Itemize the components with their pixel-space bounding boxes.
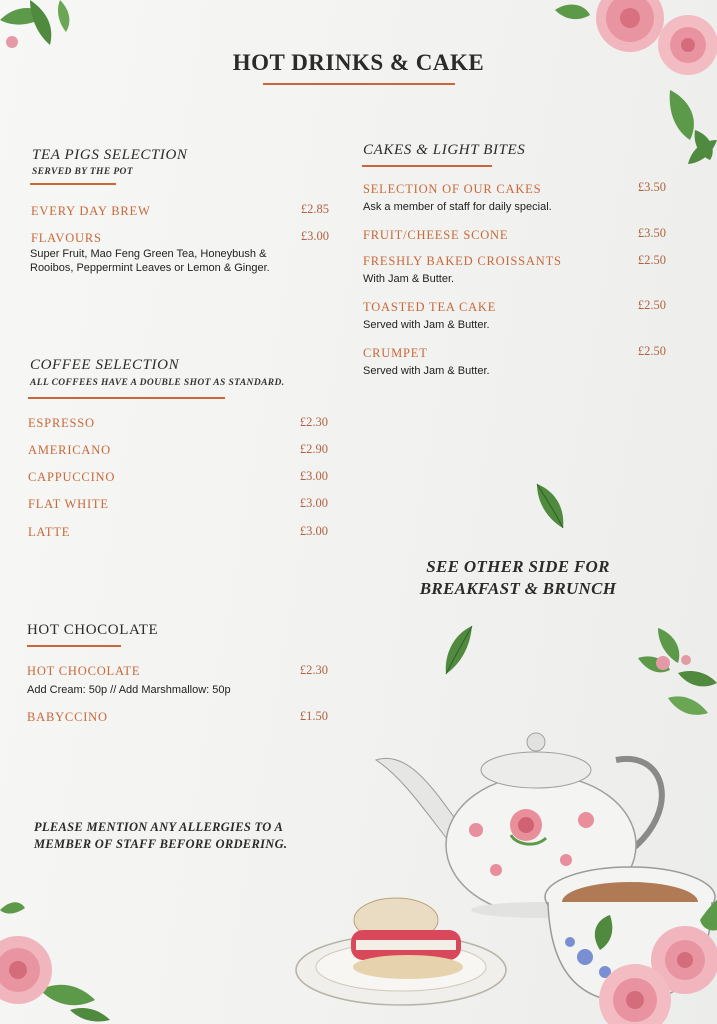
tea-item-name: FLAVOURS	[31, 231, 102, 245]
coffee-item-name: ESPRESSO	[28, 416, 95, 430]
cakes-item-name: TOASTED TEA CAKE	[363, 300, 497, 314]
coffee-item-name: FLAT WHITE	[28, 497, 109, 511]
cakes-item-price: £2.50	[637, 298, 666, 312]
cakes-item-desc: Ask a member of staff for daily special.	[363, 201, 552, 213]
tea-item-desc: Super Fruit, Mao Feng Green Tea, Honeybush &	[30, 248, 267, 260]
tea-item-price: £2.85	[300, 202, 329, 216]
other-side-notice	[380, 556, 656, 600]
cakes-item-price: £2.50	[637, 253, 666, 267]
cakes-item-name: FRUIT/CHEESE SCONE	[363, 228, 509, 242]
cakes-item-desc: Served with Jam & Butter.	[363, 365, 490, 377]
chocolate-item-price: £1.50	[299, 709, 328, 723]
scone-illustration	[296, 895, 516, 1015]
cakes-rule	[362, 165, 492, 167]
leaf-icon	[533, 482, 567, 532]
tea-heading: TEA PIGS SELECTION	[32, 147, 188, 163]
leaf-icon	[0, 0, 90, 70]
tea-item-name: EVERY DAY BREW	[31, 204, 151, 218]
title-underline	[263, 83, 455, 85]
leaf-icon	[638, 618, 717, 728]
chocolate-rule	[27, 645, 121, 647]
cakes-item-price: £3.50	[637, 180, 666, 194]
coffee-rule	[28, 397, 225, 399]
chocolate-item-name: BABYCCINO	[27, 710, 108, 724]
cakes-item-price: £3.50	[637, 226, 666, 240]
coffee-item-price: £2.30	[299, 415, 328, 429]
rose-flower-icon	[580, 900, 717, 1024]
allergy-line: MEMBER OF STAFF BEFORE ORDERING.	[34, 837, 288, 851]
rose-flower-icon	[560, 0, 717, 160]
allergy-line: PLEASE MENTION ANY ALLERGIES TO A	[34, 820, 284, 834]
allergy-notice	[34, 819, 287, 853]
cakes-item-desc: With Jam & Butter.	[363, 273, 455, 285]
tea-subheading: SERVED BY THE POT	[32, 167, 134, 177]
coffee-item-name: CAPPUCCINO	[28, 470, 116, 484]
other-side-line: SEE OTHER SIDE FOR	[426, 557, 610, 576]
coffee-item-name: LATTE	[28, 525, 71, 539]
coffee-heading: COFFEE SELECTION	[30, 357, 180, 373]
rose-flower-icon	[0, 900, 110, 1024]
coffee-item-price: £3.00	[299, 469, 328, 483]
cakes-item-price: £2.50	[637, 344, 666, 358]
tea-rule	[30, 183, 116, 185]
other-side-line: BREAKFAST & BRUNCH	[419, 579, 617, 598]
cakes-item-name: SELECTION OF OUR CAKES	[363, 182, 542, 196]
chocolate-heading: HOT CHOCOLATE	[27, 622, 159, 638]
coffee-item-price: £2.90	[299, 442, 328, 456]
coffee-item-price: £3.00	[299, 524, 328, 538]
cakes-heading: CAKES & LIGHT BITES	[363, 142, 526, 158]
cakes-item-desc: Served with Jam & Butter.	[363, 319, 490, 331]
cakes-item-name: FRESHLY BAKED CROISSANTS	[363, 254, 562, 268]
coffee-item-price: £3.00	[299, 496, 328, 510]
cakes-item-name: CRUMPET	[363, 346, 428, 360]
leaf-icon	[686, 138, 717, 168]
chocolate-item-desc: Add Cream: 50p // Add Marshmallow: 50p	[27, 684, 231, 696]
leaf-icon	[442, 624, 476, 676]
coffee-subheading: ALL COFFEES HAVE A DOUBLE SHOT AS STANDARD.	[30, 378, 285, 388]
tea-item-desc: Rooibos, Peppermint Leaves or Lemon & Ginger.	[30, 262, 270, 274]
tea-item-price: £3.00	[300, 229, 329, 243]
page-title: HOT DRINKS & CAKE	[232, 50, 485, 75]
chocolate-item-name: HOT CHOCOLATE	[27, 664, 141, 678]
coffee-item-name: AMERICANO	[28, 443, 111, 457]
chocolate-item-price: £2.30	[299, 663, 328, 677]
